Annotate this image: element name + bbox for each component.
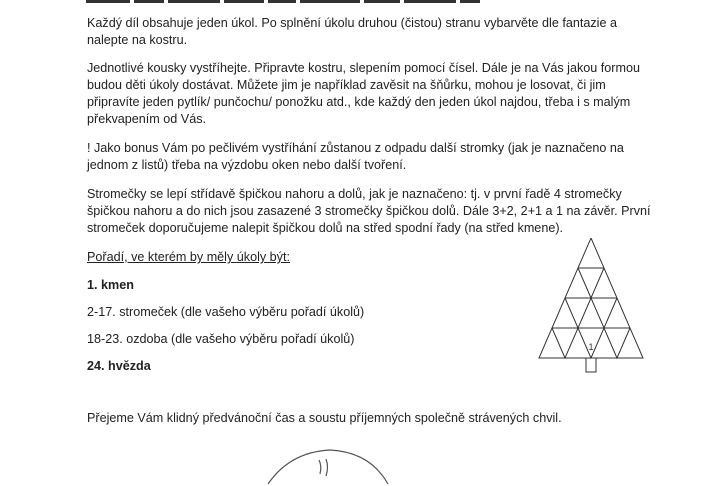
order-heading: Pořadí, ve kterém by měly úkoly být:	[87, 250, 290, 264]
tree-triangle-line	[565, 298, 617, 328]
paragraph-4-line-2: špičkou nahoru a do nich jsou zasazené 3 stromečky špičkou dolů. Dále 3+2, 2+1 a 1 na závěr. První	[87, 204, 651, 218]
cut-off-text-line	[86, 0, 486, 6]
paragraph-1-line-1: Každý díl obsahuje jeden úkol. Po splnění úkolu druhou (čistou) stranu vybarvěte dle fantazie a	[87, 16, 617, 30]
order-item-2: 2-17. stromeček (dle vašeho výběru pořadí úkolů)	[87, 305, 365, 319]
order-item-1: 1. kmen	[87, 278, 134, 292]
tree-diagram	[536, 238, 646, 376]
paragraph-2-line-4: překvapením od Vás.	[87, 112, 207, 126]
tree-trunk	[586, 358, 596, 372]
decorative-circle-doodle	[250, 446, 400, 486]
paragraph-4-line-1: Stromečky se lepí střídavě špičkou nahoru a dolů, jak je naznačeno: tj. v první řadě 4 stromečky	[87, 187, 622, 201]
paragraph-1-line-2: nalepte na kostru.	[87, 33, 188, 47]
paragraph-3-line-2: jednom z listů) třeba na výzdobu oken nebo další tvoření.	[87, 158, 407, 172]
paragraph-2-line-3: připravíte jeden pytlík/ punčochu/ ponožku atd., kde každý den jeden úkol najdou, třeba i s malým	[87, 95, 631, 109]
order-item-3: 18-23. ozdoba (dle vašeho výběru pořadí úkolů)	[87, 332, 355, 346]
paragraph-3-line-1: ! Jako bonus Vám po pečlivém vystříhání zůstanou z odpadu další stromky (jak je naznačeno na	[87, 141, 624, 155]
paragraph-2-line-2: budou děti úkoly dostávat. Můžete jim je například zavěsit na šňůrku, mohou je losovat, či jim	[87, 78, 606, 92]
order-item-4: 24. hvězda	[87, 359, 151, 373]
tree-number-label: 1	[588, 342, 594, 352]
closing-line: Přejeme Vám klidný předvánoční čas a soustu příjemných společně strávených chvil.	[87, 411, 562, 425]
paragraph-2-line-1: Jednotlivé kousky vystříhejte. Připravte kostru, slepením pomocí čísel. Dále je na Vás jakou formou	[87, 61, 640, 75]
paragraph-4-line-3: stromeček doporučujeme nalepit špičkou dolů na střed spodní řady (na střed kmene).	[87, 221, 564, 235]
tree-triangle-line	[578, 268, 604, 298]
